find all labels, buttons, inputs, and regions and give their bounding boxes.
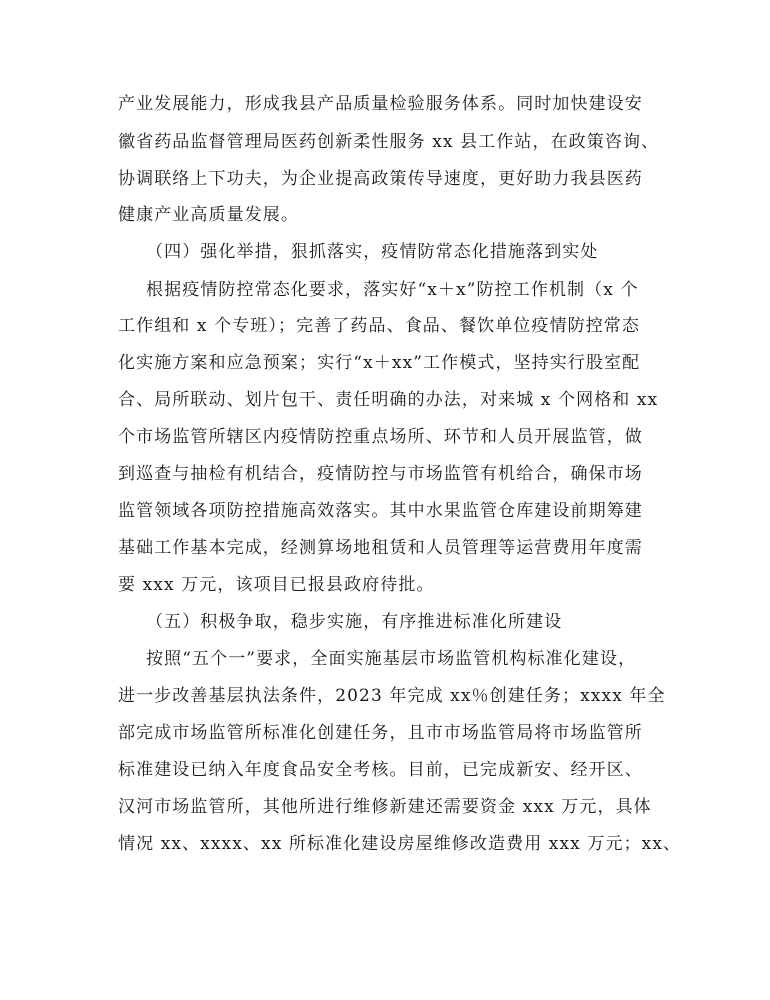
paragraph-line: 按照“五个一”要求，全面实施基层市场监管机构标准化建设，: [146, 649, 637, 669]
paragraph-line: 基础工作基本完成，经测算场地租赁和人员管理等运营费用年度需: [118, 538, 643, 558]
section-heading-four: （四）强化举措，狠抓落实，疫情防常态化措施落到实处: [146, 242, 599, 262]
paragraph-line: 个市场监管所辖区内疫情防控重点场所、环节和人员开展监管，做: [118, 427, 643, 447]
paragraph-line: 化实施方案和应急预案；实行“x＋xx”工作模式，坚持实行股室配: [118, 353, 641, 373]
paragraph-line: 汉河市场监管所，其他所进行维修新建还需要资金 xxx 万元，具体: [118, 797, 652, 817]
paragraph-line: 进一步改善基层执法条件，2023 年完成 xx％创建任务；xxxx 年全: [118, 686, 666, 706]
paragraph-line: 到巡查与抽检有机结合，疫情防控与市场监管有机给合，确保市场: [118, 464, 643, 484]
paragraph-line: 情况 xx、xxxx、xx 所标准化建设房屋维修改造费用 xxx 万元；xx、: [118, 834, 682, 854]
paragraph-line: 要 xxx 万元，该项目已报县政府待批。: [118, 575, 435, 595]
paragraph-line: 标准建设已纳入年度食品安全考核。目前，已完成新安、经开区、: [118, 760, 643, 780]
paragraph-line: 协调联络上下功夫，为企业提高政策传导速度，更好助力我县医药: [118, 169, 643, 189]
paragraph-line: 部完成市场监管所标准化创建任务，且市市场监管局将市场监管所: [118, 723, 643, 743]
paragraph-line: 健康产业高质量发展。: [118, 205, 299, 225]
paragraph-line: 徽省药品监督管理局医药创新柔性服务 xx 县工作站，在政策咨询、: [118, 132, 660, 152]
paragraph-line: 监管领域各项防控措施高效落实。其中水果监管仓库建设前期筹建: [118, 501, 643, 521]
section-heading-five: （五）积极争取，稳步实施，有序推进标准化所建设: [146, 612, 563, 632]
paragraph-line: 合、局所联动、划片包干、责任明确的办法，对来城 x 个网格和 xx: [118, 390, 659, 410]
paragraph-line: 工作组和 x 个专班）；完善了药品、食品、餐饮单位疫情防控常态: [118, 316, 640, 336]
paragraph-line: 产业发展能力，形成我县产品质量检验服务体系。同时加快建设安: [118, 94, 643, 114]
paragraph-line: 根据疫情防控常态化要求，落实好“x＋x”防控工作机制（x 个: [146, 280, 639, 300]
